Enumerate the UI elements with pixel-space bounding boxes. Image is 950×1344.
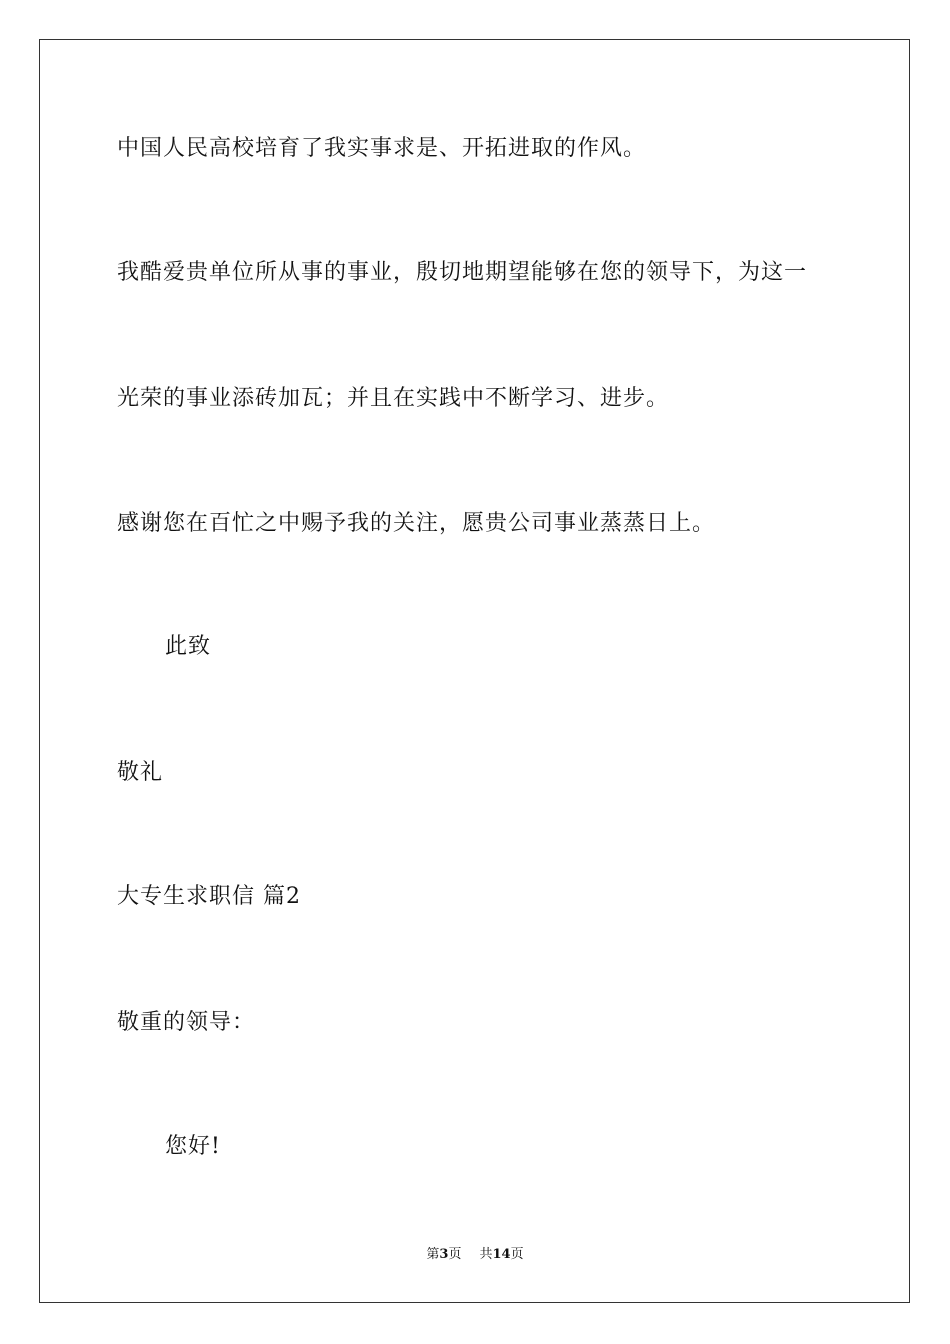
page-footer — [0, 1245, 950, 1265]
paragraph-line-3: 光荣的事业添砖加瓦；并且在实践中不断学习、进步。 — [117, 386, 670, 411]
page-border — [39, 39, 910, 1303]
page-number: 3 — [439, 1247, 449, 1262]
total-suffix: 页 — [510, 1247, 524, 1262]
paragraph-line-1: 中国人民高校培育了我实事求是、开拓进取的作风。 — [117, 136, 647, 161]
total-pages: 14 — [492, 1247, 511, 1262]
letter-greeting: 敬重的领导： — [117, 1010, 256, 1035]
page-suffix: 页 — [448, 1247, 462, 1262]
closing-regards: 敬礼 — [117, 760, 164, 785]
letter-opening: 您好! — [165, 1134, 221, 1159]
total-prefix: 共 — [479, 1247, 493, 1262]
closing-salutation: 此致 — [165, 634, 212, 659]
page-prefix: 第 — [426, 1247, 440, 1262]
paragraph-line-4: 感谢您在百忙之中赐予我的关注，愿贵公司事业蒸蒸日上。 — [117, 511, 716, 536]
section-heading: 大专生求职信 篇2 — [117, 884, 301, 909]
paragraph-line-2: 我酷爱贵单位所从事的事业，殷切地期望能够在您的领导下，为这一 — [117, 260, 808, 285]
